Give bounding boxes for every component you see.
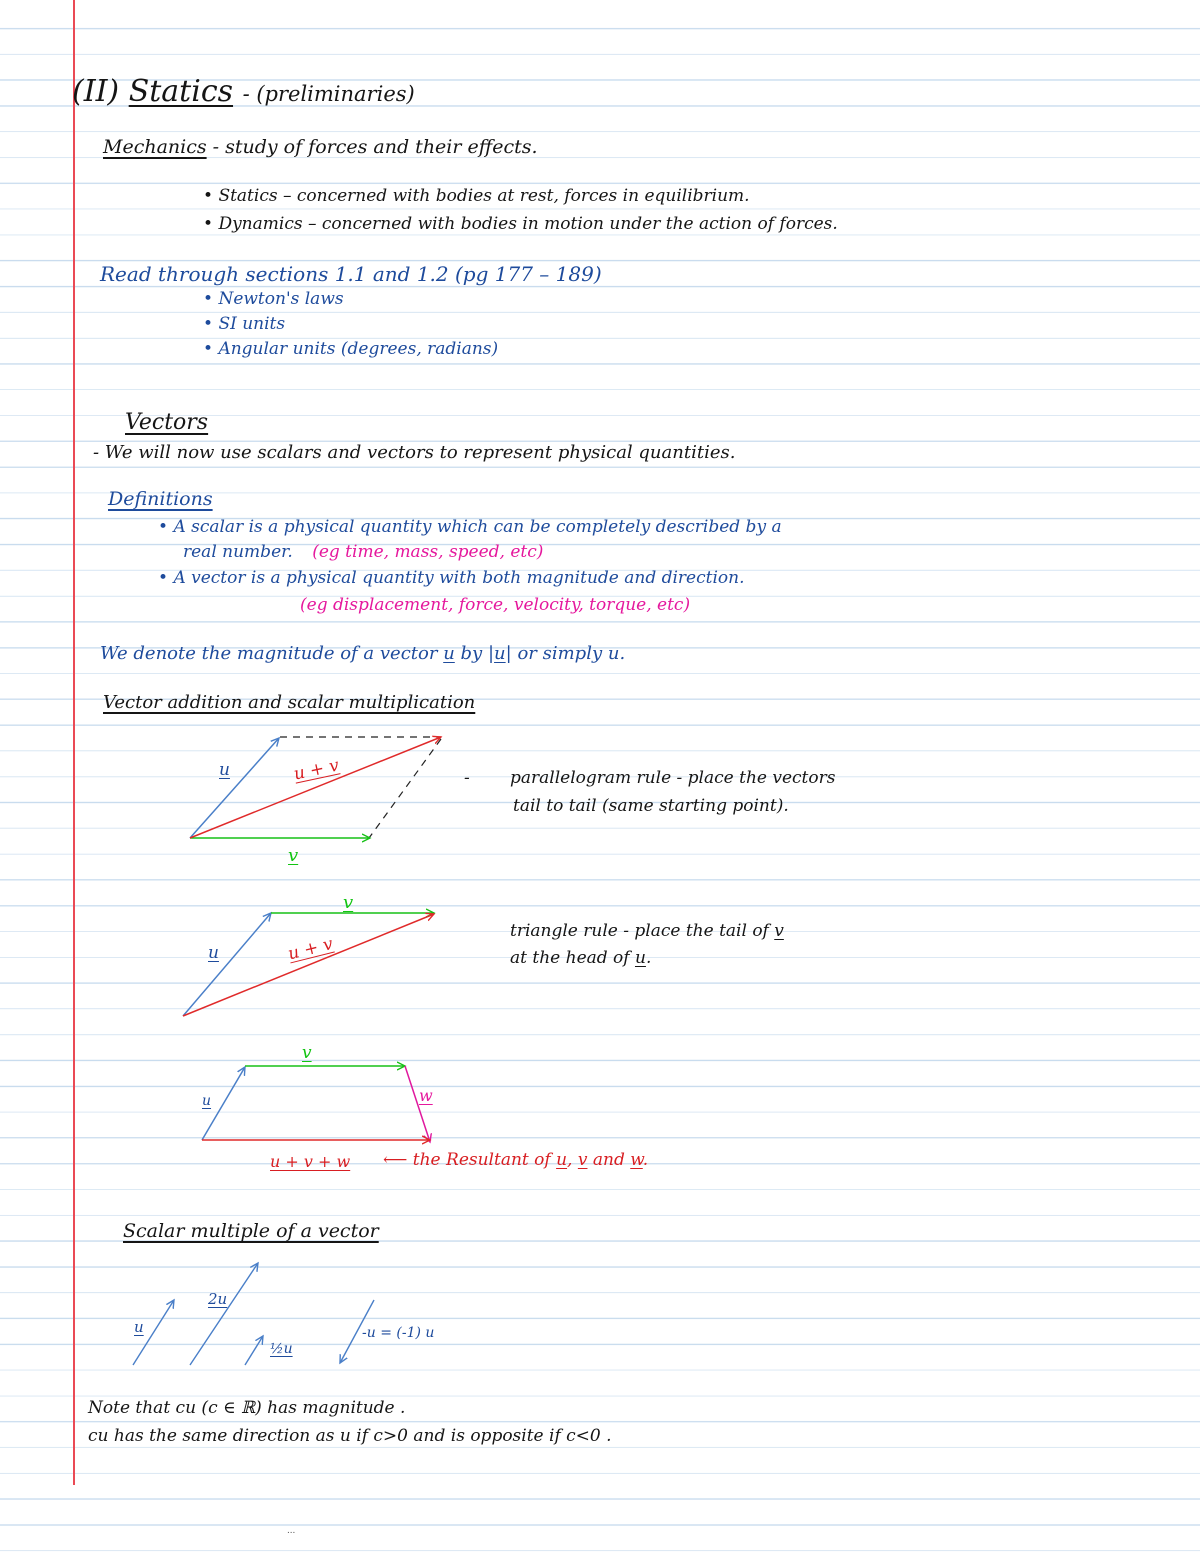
- vector-addition-heading: Vector addition and scalar multiplication: [103, 692, 476, 713]
- sm-label-2u: 2u: [208, 1290, 228, 1308]
- sm-arrow-2u: [190, 1263, 258, 1365]
- poly-label-w: w: [419, 1086, 433, 1105]
- scalar-note-line2: cu has the same direction as u if c>0 and is opposite if c<0 .: [88, 1426, 612, 1446]
- sm-label-u: u: [134, 1318, 144, 1336]
- definitions-heading: Definitions: [108, 488, 213, 510]
- page-footer: ...: [287, 1525, 296, 1536]
- magnitude-note: We denote the magnitude of a vector u by |u| or simply u.: [100, 643, 626, 664]
- resultant-caption: ⟵ the Resultant of u, v and w.: [383, 1150, 649, 1170]
- parallelogram-rule-line1: parallelogram rule - place the vectors: [510, 768, 836, 788]
- scalar-note-line1: Note that cu (c ∈ ℝ) has magnitude .: [88, 1398, 406, 1418]
- pg-arrow-u-plus-v: [190, 737, 441, 838]
- bullet-dynamics: • Dynamics – concerned with bodies in motion under the action of forces.: [203, 214, 838, 234]
- scalar-definition-line2: real number. (eg time, mass, speed, etc): [183, 542, 544, 562]
- tr-arrow-u: [183, 913, 271, 1016]
- pg-label-u: u: [219, 760, 230, 780]
- section-number: (II): [72, 74, 120, 109]
- reading-item-si-units: • SI units: [203, 314, 286, 334]
- poly-label-u: u: [202, 1093, 212, 1109]
- vector-examples: (eg displacement, force, velocity, torque, etc): [300, 595, 691, 615]
- tr-label-u: u: [208, 943, 219, 963]
- sm-arrow-half-u: [245, 1336, 263, 1365]
- pg-label-u-plus-v: u + v: [292, 755, 341, 785]
- pg-dash: -: [464, 768, 470, 788]
- reading-item-newtons-laws: • Newton's laws: [203, 289, 344, 309]
- vectors-intro: - We will now use scalars and vectors to represent physical quantities.: [93, 442, 736, 463]
- mechanics-term: Mechanics: [103, 136, 207, 158]
- sm-label-neg-u: -u = (-1) u: [362, 1325, 435, 1341]
- triangle-diagram: [183, 913, 434, 1016]
- pg-label-v: v: [288, 845, 299, 866]
- sm-label-half-u: ½u: [270, 1341, 293, 1357]
- reading-heading: Read through sections 1.1 and 1.2 (pg 177 – 189): [100, 262, 602, 286]
- reading-item-angular-units: • Angular units (degrees, radians): [203, 339, 499, 359]
- vectors-heading: Vectors: [125, 410, 209, 435]
- section-subtitle: - (preliminaries): [242, 82, 415, 106]
- tr-arrow-u-plus-v: [183, 914, 434, 1016]
- mechanics-definition-text: - study of forces and their effects.: [212, 136, 538, 158]
- poly-label-u-plus-v-plus-w: u + v + w: [270, 1152, 351, 1171]
- tr-label-u-plus-v: u + v: [286, 933, 336, 965]
- vector-definition: • A vector is a physical quantity with both magnitude and direction.: [158, 568, 745, 588]
- tr-label-v: v: [343, 892, 354, 913]
- resultant-diagram: [202, 1066, 430, 1142]
- parallelogram-diagram: [190, 737, 441, 838]
- pg-dashed-right: [369, 739, 441, 838]
- scalar-multiple-diagram: [133, 1263, 374, 1365]
- section-title-text: Statics: [128, 74, 234, 109]
- triangle-rule-line2: at the head of u.: [510, 948, 652, 968]
- scalar-multiple-heading: Scalar multiple of a vector: [123, 1220, 379, 1242]
- scalar-examples: (eg time, mass, speed, etc): [312, 542, 544, 562]
- scalar-definition-line1: • A scalar is a physical quantity which can be completely described by a: [158, 517, 782, 537]
- poly-label-v: v: [302, 1043, 312, 1063]
- pg-arrow-u: [190, 738, 279, 838]
- bullet-statics: • Statics – concerned with bodies at rest, forces in equilibrium.: [203, 186, 750, 206]
- parallelogram-rule-line2: tail to tail (same starting point).: [513, 796, 789, 816]
- triangle-rule-line1: triangle rule - place the tail of v: [510, 921, 784, 941]
